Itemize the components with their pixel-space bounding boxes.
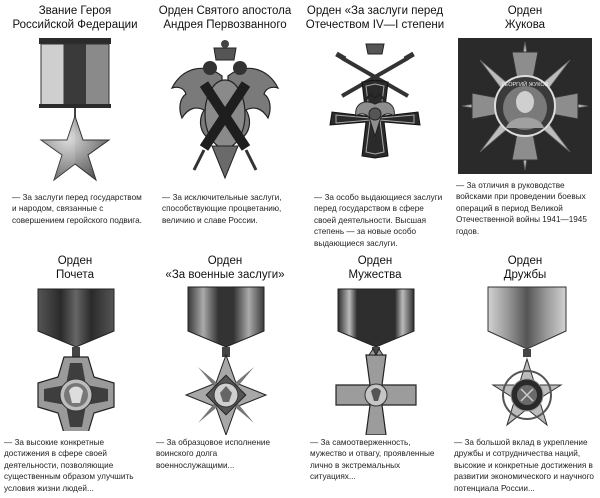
award-title: Орден Мужества xyxy=(348,255,402,281)
award-title: Орден Дружбы xyxy=(503,255,547,281)
medallion-inscription: ГЕОРГИЙ ЖУКОВ xyxy=(501,82,549,88)
award-order-st-andrew xyxy=(150,0,300,249)
award-description: — За самоотверженность, мужество и отвагу, проявленные лично в экстремальных ситуациях... xyxy=(310,438,435,482)
award-title: Орден Жукова xyxy=(504,5,546,31)
st-andrew-eagle-image xyxy=(164,38,286,184)
award-title: Орден «За военные заслуги» xyxy=(165,255,285,281)
military-merit-medal-image xyxy=(176,285,276,435)
award-description: — За заслуги перед государством и народом, связанные с совершением геройского подвига. xyxy=(12,193,142,225)
award-order-of-honour xyxy=(0,249,150,498)
award-description: — За особо выдающиеся заслуги перед государством в сфере своей деятельности. Высшая степень — за новые особо выдающиеся заслуги. xyxy=(314,193,443,248)
award-order-of-courage xyxy=(300,249,450,498)
award-merit-fatherland xyxy=(300,0,450,249)
award-title: Звание Героя Российской Федерации xyxy=(12,5,138,31)
courage-cross-image xyxy=(328,287,424,435)
award-order-of-friendship xyxy=(450,249,600,498)
award-description: — За высокие конкретные достижения в сфере своей деятельности, позволяющие существенным образом улучшить условия жизни людей... xyxy=(4,438,134,493)
award-military-merit xyxy=(150,249,300,498)
award-description: — За большой вклад в укрепление дружбы и сотрудничества наций, высокие и конкретные достижения в развитии экономического и научного потенциала России... xyxy=(454,438,594,493)
award-hero-of-russia xyxy=(0,0,150,249)
zhukov-star-image xyxy=(458,38,592,174)
hero-star-medal-image xyxy=(25,36,125,186)
award-title: Орден Святого апостола Андрея Первозванного xyxy=(158,5,292,31)
award-order-zhukov xyxy=(450,0,600,249)
award-description: — За образцовое исполнение воинского долга военнослужащими... xyxy=(156,438,271,470)
honour-medal-image xyxy=(28,287,124,431)
merit-cross-swords-image xyxy=(322,42,428,186)
award-title: Орден «За заслуги перед Отечеством IV—I степени xyxy=(305,5,445,31)
award-description: — За отличия в руководстве войсками при проведении боевых операций в период Великой Отечественной войны 1941—1945 годов. xyxy=(456,181,587,236)
award-description: — За исключительные заслуги, способствующие процветанию, величию и славе России. xyxy=(162,193,282,225)
award-title: Орден Почета xyxy=(56,255,94,281)
friendship-medal-image xyxy=(482,285,572,433)
